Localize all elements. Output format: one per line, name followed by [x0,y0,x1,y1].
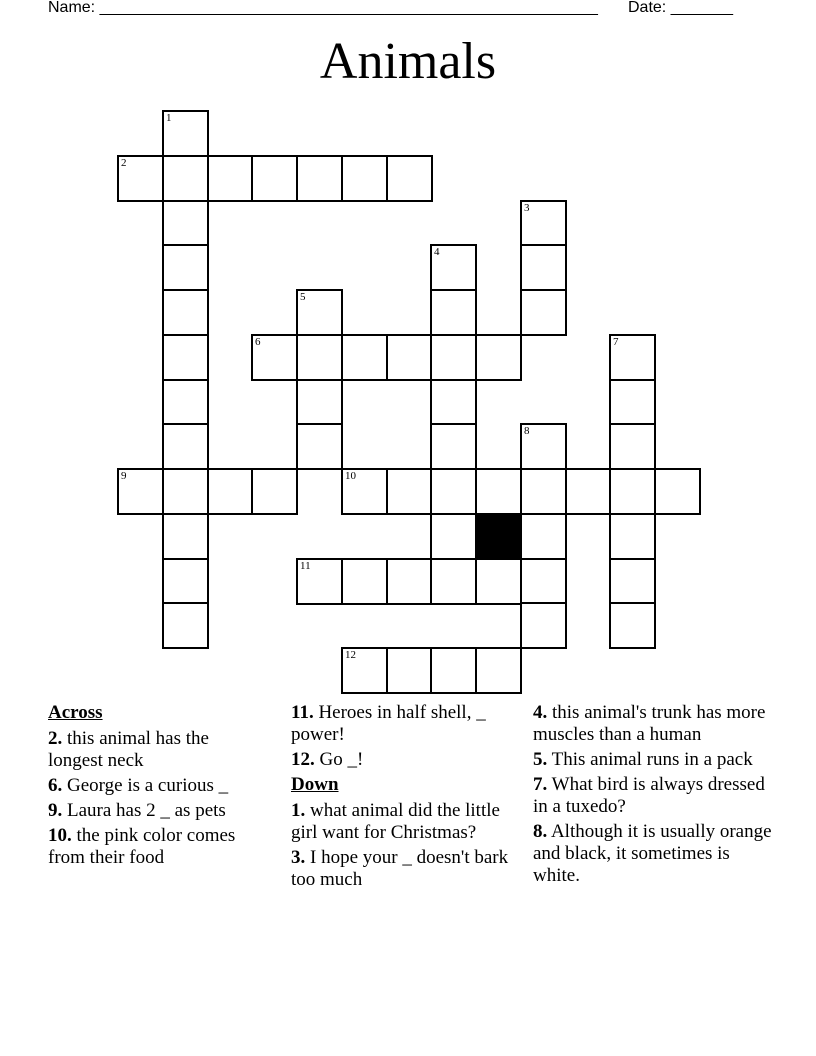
clue-number: 8 [524,425,530,437]
clue-number: 7 [613,336,619,348]
grid-cell[interactable] [162,468,209,515]
grid-cell[interactable] [162,513,209,560]
grid-cell[interactable] [296,423,343,470]
grid-cell[interactable] [162,289,209,336]
grid-cell[interactable] [341,558,388,605]
clue-down-1: 1. what animal did the little girl want for Christmas? [291,800,500,843]
grid-cell[interactable] [430,468,477,515]
clue-across-6: 6. George is a curious _ [48,775,229,796]
grid-cell[interactable] [430,334,477,381]
grid-cell[interactable] [609,468,656,515]
grid-cell[interactable] [251,155,298,202]
grid-cell[interactable] [162,423,209,470]
grid-cell[interactable] [296,334,343,381]
grid-cell[interactable] [430,513,477,560]
grid-cell[interactable] [162,155,209,202]
clue-number: 6 [255,336,261,348]
grid-cell[interactable] [296,558,343,605]
grid-cell[interactable] [162,602,209,649]
clue-down-7: 7. What bird is always dressed in a tuxedo? [533,774,765,817]
grid-cell[interactable] [386,558,433,605]
clue-number: 10 [345,470,356,482]
grid-cell[interactable] [296,155,343,202]
down-heading: Down [291,774,339,795]
name-field: Name: ________________________________________________________ [48,0,598,16]
grid-cell[interactable] [430,647,477,694]
grid-cell[interactable] [386,155,433,202]
clue-across-12: 12. Go _! [291,749,364,770]
grid-cell[interactable] [117,155,164,202]
grid-cell[interactable] [251,468,298,515]
grid-cell[interactable] [609,558,656,605]
clue-across-10: 10. the pink color comes from their food [48,825,236,868]
grid-cell[interactable] [162,110,209,157]
grid-cell[interactable] [251,334,298,381]
grid-cell[interactable] [430,289,477,336]
clue-number: 11 [300,560,311,572]
grid-cell[interactable] [117,468,164,515]
clue-down-4: 4. this animal's trunk has more muscles than a human [533,702,766,745]
grid-cell[interactable] [430,244,477,291]
clues-column-2 [291,702,516,894]
grid-cell[interactable] [609,423,656,470]
grid-cell[interactable] [475,647,522,694]
grid-cell[interactable] [609,334,656,381]
grid-cell[interactable] [520,558,567,605]
clue-number: 3 [524,202,530,214]
grid-cell[interactable] [520,289,567,336]
grid-cell[interactable] [162,379,209,426]
black-cell [475,513,522,560]
grid-cell[interactable] [207,468,254,515]
clue-across-2: 2. this animal has the longest neck [48,728,209,771]
grid-cell[interactable] [430,558,477,605]
clue-number: 12 [345,649,356,661]
across-heading: Across [48,702,103,723]
grid-cell[interactable] [609,379,656,426]
clue-number: 9 [121,470,127,482]
grid-cell[interactable] [520,244,567,291]
clue-number: 2 [121,157,127,169]
grid-cell[interactable] [475,334,522,381]
grid-cell[interactable] [296,379,343,426]
date-field: Date: _______ [628,0,733,16]
clue-down-3: 3. I hope your _ doesn't bark too much [291,847,509,890]
grid-cell[interactable] [162,244,209,291]
grid-cell[interactable] [520,423,567,470]
grid-cell[interactable] [341,468,388,515]
grid-cell[interactable] [341,647,388,694]
grid-cell[interactable] [162,200,209,247]
grid-cell[interactable] [609,602,656,649]
grid-cell[interactable] [520,200,567,247]
clue-across-11: 11. Heroes in half shell, _ power! [291,702,486,745]
grid-cell[interactable] [430,423,477,470]
clues-column-1 [48,702,268,872]
grid-cell[interactable] [520,513,567,560]
clues-column-3 [533,702,778,890]
grid-cell[interactable] [207,155,254,202]
grid-cell[interactable] [386,334,433,381]
clue-number: 5 [300,291,306,303]
grid-cell[interactable] [520,602,567,649]
clue-number: 1 [166,112,172,124]
grid-cell[interactable] [565,468,612,515]
puzzle-title: Animals [319,33,497,90]
grid-cell[interactable] [520,468,567,515]
grid-cell[interactable] [475,468,522,515]
clue-across-9: 9. Laura has 2 _ as pets [48,800,226,821]
grid-cell[interactable] [430,379,477,426]
grid-cell[interactable] [475,558,522,605]
grid-cell[interactable] [609,513,656,560]
grid-cell[interactable] [386,647,433,694]
grid-cell[interactable] [162,558,209,605]
grid-cell[interactable] [162,334,209,381]
grid-cell[interactable] [386,468,433,515]
grid-cell[interactable] [341,334,388,381]
grid-cell[interactable] [341,155,388,202]
clue-number: 4 [434,246,440,258]
grid-cell[interactable] [654,468,701,515]
grid-cell[interactable] [296,289,343,336]
clue-down-5: 5. This animal runs in a pack [533,749,753,770]
clue-down-8: 8. Although it is usually orange and black, it sometimes is white. [533,821,772,886]
